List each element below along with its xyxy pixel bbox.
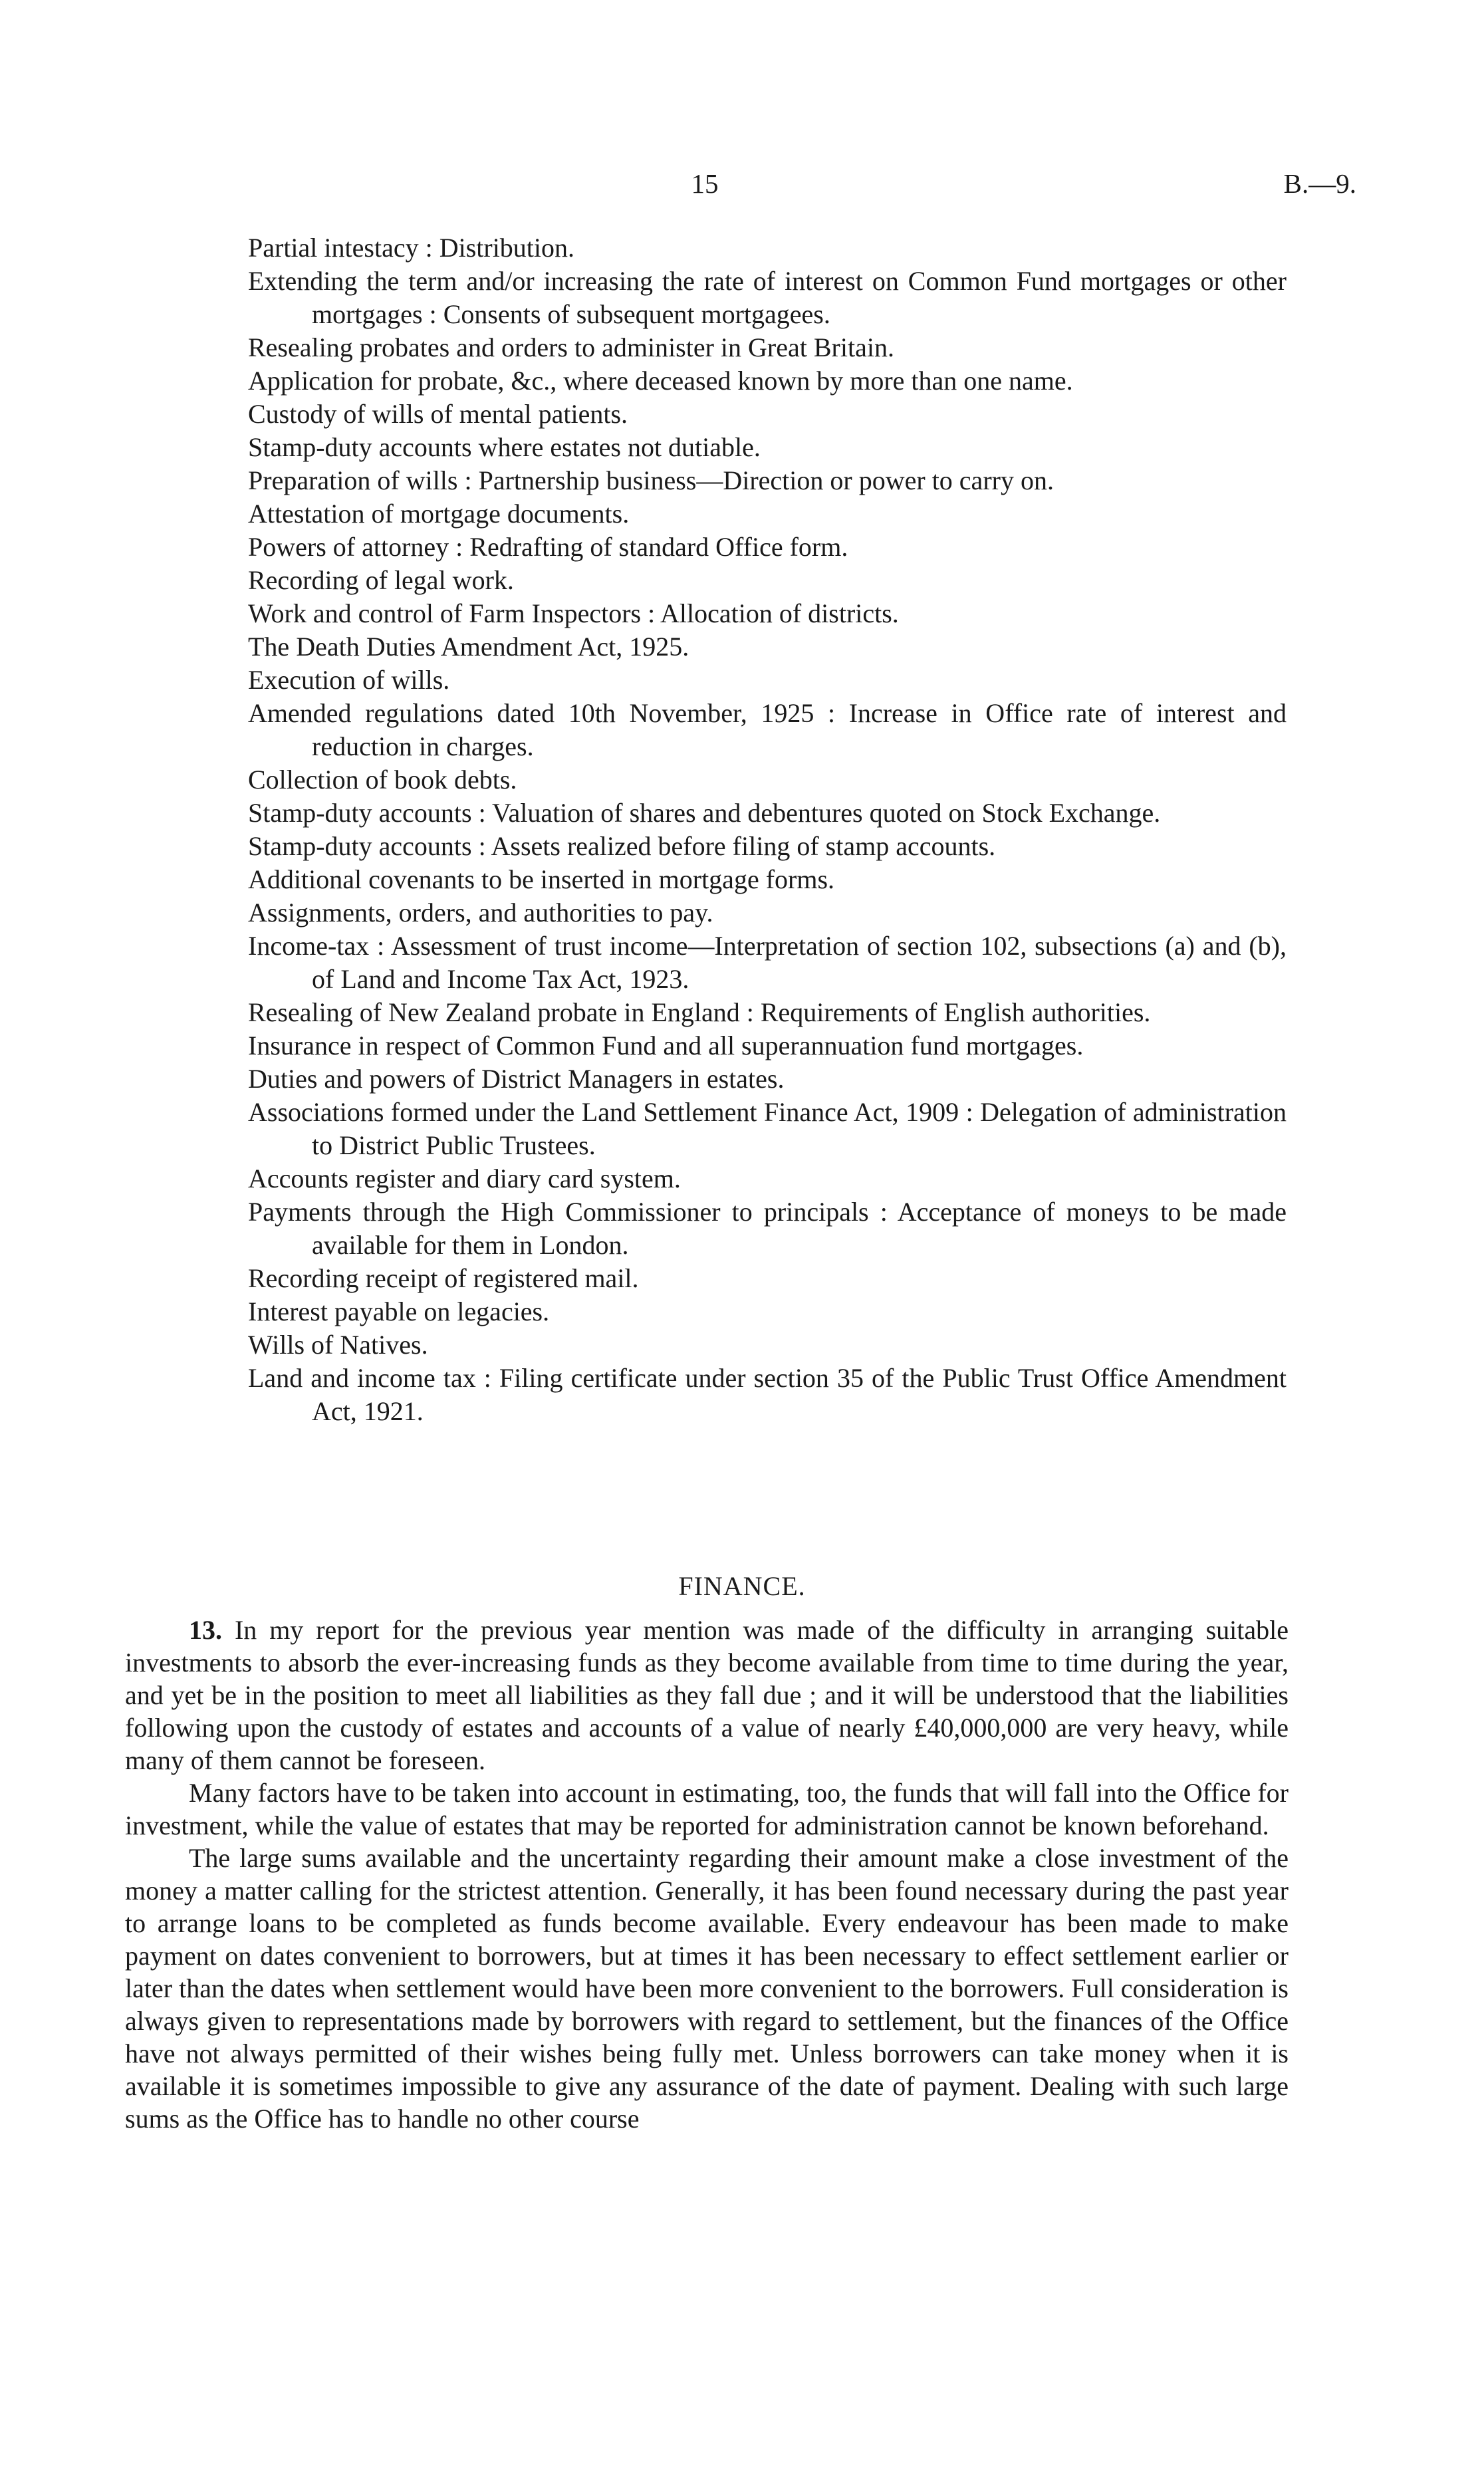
list-item: Custody of wills of mental patients. [248, 399, 628, 429]
list-item: Attestation of mortgage documents. [248, 499, 630, 529]
list-item: Preparation of wills : Partnership business—Direction or power to carry on. [248, 465, 1054, 495]
list-item: Resealing of New Zealand probate in England : Requirements of English authorities. [248, 997, 1151, 1027]
list-item: Resealing probates and orders to administer in Great Britain. [248, 332, 894, 362]
paragraph [125, 1777, 1289, 1842]
list-item: Application for probate, &c., where deceased known by more than one name. [248, 366, 1073, 396]
list-item: Recording receipt of registered mail. [248, 1263, 639, 1293]
list-item: Payments through the High Commissioner to principals : Acceptance of moneys to be made available for them in London. [248, 1197, 1287, 1260]
list-item: Collection of book debts. [248, 765, 517, 795]
finance-section-body [125, 1614, 1289, 2135]
list-item: Powers of attorney : Redrafting of standard Office form. [248, 532, 848, 562]
paragraph [125, 1614, 1289, 1777]
list-item: Stamp-duty accounts where estates not dutiable. [248, 432, 761, 462]
list-item: Execution of wills. [248, 665, 450, 695]
paragraph [125, 1842, 1289, 2135]
paragraph-text: The large sums available and the uncertainty regarding their amount make a close investment of the money a matter calling for the strictest attention. Generally, it has been found necessary during the past year to arrange loans to be completed as funds become available. Every endeavour has been made to make payment on dates convenient to borrowers, but at times it has been necessary to effect settlement earlier or later than the dates when settlement would have been more convenient to the borrowers. Full consideration is always given to representations made by borrowers with regard to settlement, but the finances of the Office have not always permitted of their wishes being fully met. Unless borrowers can take money when it is available it is sometimes impossible to give any assurance of the date of payment. Dealing with such large sums as the Office has to handle no other course [125, 1843, 1289, 2134]
list-item: Partial intestacy : Distribution. [248, 233, 575, 263]
list-item: Land and income tax : Filing certificate under section 35 of the Public Trust Office Amendment Act, 1921. [248, 1363, 1287, 1426]
page-number: 15 [691, 168, 719, 199]
list-item: Associations formed under the Land Settlement Finance Act, 1909 : Delegation of administration to District Public Trustees. [248, 1097, 1287, 1160]
list-item: Amended regulations dated 10th November, 1925 : Increase in Office rate of interest and reduction in charges. [248, 698, 1287, 761]
section-heading-finance: FINANCE. [678, 1571, 806, 1601]
paragraph-text: In my report for the previous year mention was made of the difficulty in arranging suitable investments to absorb the ever-increasing funds as they become available from time to time during the year, and yet be in the position to meet all liabilities as they fall due ; and it will be understood that the liabilities following upon the custody of estates and accounts of a value of nearly £40,000,000 are very heavy, while many of them cannot be foreseen. [125, 1615, 1289, 1775]
list-item: Work and control of Farm Inspectors : Allocation of districts. [248, 598, 899, 628]
list-item: Additional covenants to be inserted in mortgage forms. [248, 864, 835, 894]
list-item: Duties and powers of District Managers in estates. [248, 1064, 785, 1094]
document-reference: B.—9. [1283, 168, 1356, 199]
list-item: Stamp-duty accounts : Assets realized before filing of stamp accounts. [248, 831, 996, 861]
list-item: Interest payable on legacies. [248, 1296, 550, 1326]
list-item: Wills of Natives. [248, 1330, 428, 1360]
list-item: Stamp-duty accounts : Valuation of shares and debentures quoted on Stock Exchange. [248, 798, 1161, 828]
paragraph-text: Many factors have to be taken into account in estimating, too, the funds that will fall into the Office for investment, while the value of estates that may be reported for administration cannot be known beforehand. [125, 1778, 1289, 1840]
list-item: Insurance in respect of Common Fund and all superannuation fund mortgages. [248, 1031, 1084, 1060]
paragraph-number: 13. [189, 1615, 222, 1645]
list-item: Extending the term and/or increasing the rate of interest on Common Fund mortgages or other mortgages : Consents of subsequent mortgagees. [248, 266, 1287, 329]
list-item: Assignments, orders, and authorities to pay. [248, 898, 713, 927]
list-item: Accounts register and diary card system. [248, 1164, 681, 1193]
list-item: Recording of legal work. [248, 565, 514, 595]
list-item: Income-tax : Assessment of trust income—Interpretation of section 102, subsections (a) and (b), of Land and Income Tax Act, 1923. [248, 931, 1287, 994]
list-item: The Death Duties Amendment Act, 1925. [248, 632, 689, 662]
legal-topics-list [248, 231, 1287, 1428]
